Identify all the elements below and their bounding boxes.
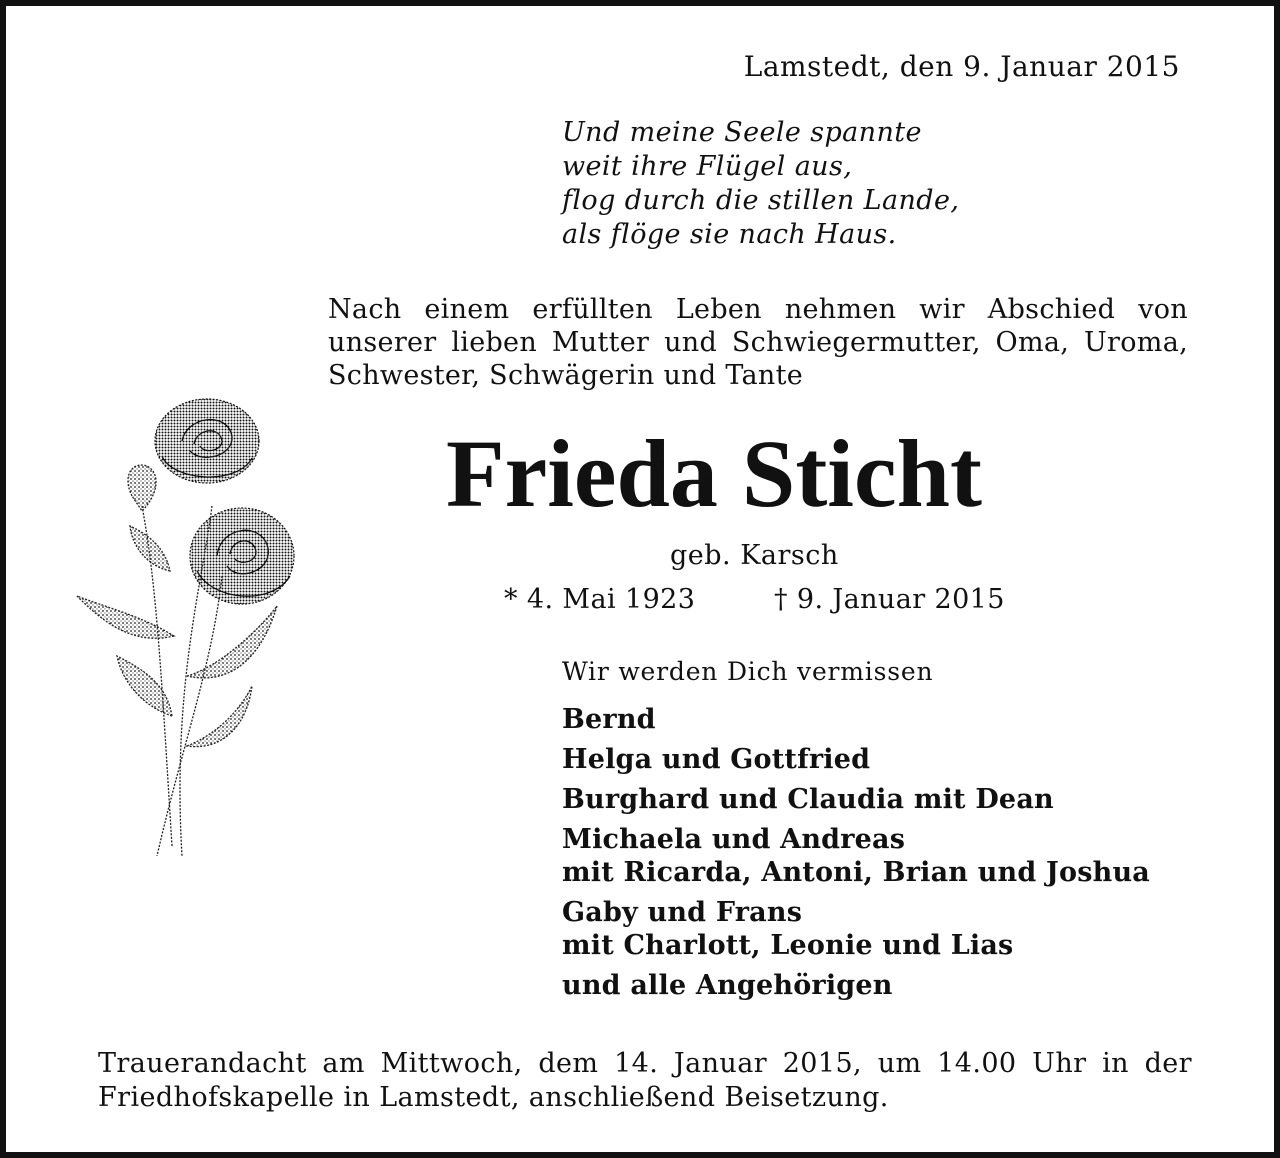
mourner-line: Burghard und Claudia mit Dean	[562, 784, 1054, 815]
mourner-line: und alle Angehörigen	[562, 970, 893, 1001]
mourner-entry	[562, 743, 1150, 776]
service-info	[98, 1047, 1192, 1115]
mourner-entry	[562, 823, 1150, 889]
mourner-line: Michaela und Andreas	[562, 824, 906, 855]
maiden-name: geb. Karsch	[670, 540, 839, 571]
rose-icon	[62, 386, 312, 866]
mourner-line: mit Charlott, Leonie und Lias	[562, 930, 1014, 961]
intro-text	[328, 293, 1188, 392]
poem-line: weit ihre Flügel aus,	[562, 151, 853, 182]
death-date: † 9. Januar 2015	[774, 584, 1005, 615]
mourner-entry	[562, 896, 1150, 962]
intro-line: Schwester, Schwägerin und Tante	[328, 360, 804, 391]
birth-date: * 4. Mai 1923	[504, 584, 696, 615]
mourner-entry	[562, 783, 1150, 816]
intro-line: Nach einem erfüllten Leben nehmen wir Abschied von	[328, 294, 1188, 325]
intro-line: unserer lieben Mutter und Schwiegermutter, Oma, Uroma,	[328, 327, 1188, 358]
service-line: Trauerandacht am Mittwoch, dem 14. Januar 2015, um 14.00 Uhr in der	[98, 1048, 1192, 1079]
mourner-line: Helga und Gottfried	[562, 744, 871, 775]
service-line: Friedhofskapelle in Lamstedt, anschließend Beisetzung.	[98, 1082, 889, 1113]
mourner-line: mit Ricarda, Antoni, Brian und Joshua	[562, 857, 1150, 888]
poem-line: flog durch die stillen Lande,	[562, 185, 960, 216]
poem	[562, 116, 959, 252]
mourner-entry	[562, 969, 1150, 1002]
poem-line: Und meine Seele spannte	[562, 117, 922, 148]
mourner-entry	[562, 703, 1150, 736]
poem-line: als flöge sie nach Haus.	[562, 219, 897, 250]
place-date: Lamstedt, den 9. Januar 2015	[743, 50, 1180, 83]
mourner-line: Gaby und Frans	[562, 897, 803, 928]
mourner-line: Bernd	[562, 704, 656, 735]
mourners-intro: Wir werden Dich vermissen	[562, 657, 934, 686]
deceased-name: Frieda Sticht	[446, 420, 982, 527]
mourners-list	[562, 703, 1150, 1009]
